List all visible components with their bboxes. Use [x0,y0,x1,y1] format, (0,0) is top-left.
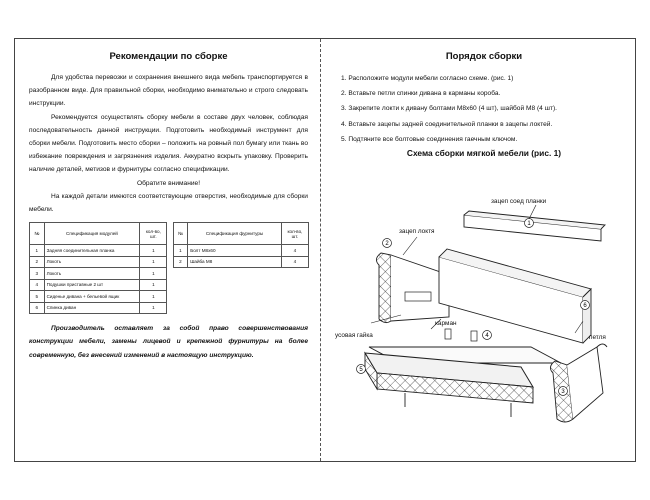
right-armrest [550,344,607,422]
badge-4: 4 [485,333,489,339]
module-name: Локоть [44,256,140,268]
module-no: 5 [30,291,45,303]
manufacturer-disclaimer: Производитель оставляет за собой право совершенствования конструкции мебели, замены лицевой и крепежной фурнитуры на более современную, без внесений изменений в настоящую инструкцию. [29,325,308,359]
hardware-no: 1 [173,245,188,257]
module-qty: 1 [140,302,167,314]
hardware-header-no: № [173,223,188,245]
intro-paragraph: Для удобства перевозки и сохранения внешнего вида мебель транспортируется в разобранном виде. Для правильной сборки, необходимо внимательно и строго следовать инструкции. [29,74,308,108]
left-armrest [376,253,449,323]
table-row [30,279,309,291]
attention-heading: Обратите внимание! [136,179,201,187]
right-page [321,39,637,461]
badge-5: 5 [359,367,363,373]
list-item: 2. Вставьте петли спинки дивана в карманы короба. [341,90,501,98]
back-plank [464,211,605,241]
hardware-no: 2 [173,256,188,268]
hardware-header-name: Спецификация фурнитуры [188,223,282,245]
table-row [30,291,309,303]
label-nut: усовая гайка [335,332,373,339]
modules-header-name: Спецификация модулей [44,223,140,245]
label-loop: петля [589,334,606,341]
assembly-scheme-drawing [321,197,637,461]
badge-6: 6 [583,303,587,309]
module-qty: 1 [140,291,167,303]
modules-header-no: № [30,223,45,245]
module-name: Локоть [44,268,140,280]
list-item: 4. Вставьте зацепы задней соединительной планки в зацепы локтей. [341,120,553,128]
module-qty: 1 [140,268,167,280]
hardware-qty: 4 [281,256,308,268]
badge-2: 2 [385,241,389,247]
module-qty: 1 [140,256,167,268]
list-item: 1. Расположите модули мебели согласно схеме. (рис. 1) [341,75,514,82]
module-no: 3 [30,268,45,280]
module-qty: 1 [140,279,167,291]
table-row [30,268,309,280]
hardware-qty: 4 [281,245,308,257]
modules-header-qty: кол-во, шт. [140,223,167,245]
table-row [30,256,309,268]
module-no: 4 [30,279,45,291]
label-pocket: карман [435,320,457,327]
module-no: 6 [30,302,45,314]
scheme-title: Схема сборки мягкой мебели (рис. 1) [406,148,562,159]
list-item: 5. Подтяните все болтовые соединения гаечным ключом. [341,135,518,143]
right-title: Порядок сборки [445,51,523,62]
module-no: 1 [30,245,45,257]
module-name: Спинка диван [44,302,140,314]
attention-text: На каждой детали имеются соответствующие отверстия, необходимые для сборки мебели. [29,192,308,214]
badge-3: 3 [561,389,565,395]
hardware-name: Шайба М8 [188,256,282,268]
table-row [30,302,309,314]
module-qty: 1 [140,245,167,257]
module-no: 2 [30,256,45,268]
table-row [30,245,309,257]
badge-1: 1 [527,221,531,227]
instruction-sheet [14,38,636,462]
label-armrest-hook: зацеп локтя [399,228,435,235]
module-name: Подушки приставные 2 шт [44,279,140,291]
list-item: 3. Закрепите локти к дивану болтами М8х60 (4 шт), шайбой М8 (4 шт). [341,105,558,113]
module-name: Задняя соединительная планка [44,245,140,257]
left-title: Рекомендации по сборке [109,51,228,62]
module-name: Сиденье дивана + бельевой ящик [44,291,140,303]
left-page [15,39,320,461]
hardware-header-qty: кол-во, шт. [281,223,308,245]
assembly-steps [341,71,627,147]
label-plank-hook: зацеп соед планки [491,198,547,205]
recommendation-paragraph: Рекомендуется осуществлять сборку мебели в составе двух человек, соблюдая последовательность данной инструкции. Подготовить необходимый инструмент для сборки мебели. Подготовить место сборки – положить на ровный пол бумагу или ткань во избежание повреждения и загрязнения изделия. Аккуратно вскрыть упаковку. Проверить наличие деталей, метизов и фурнитуры согласно спецификации. [29,113,308,174]
specification-table [29,222,309,314]
hardware-name: Болт М8х60 [188,245,282,257]
sofa-back [439,249,591,343]
